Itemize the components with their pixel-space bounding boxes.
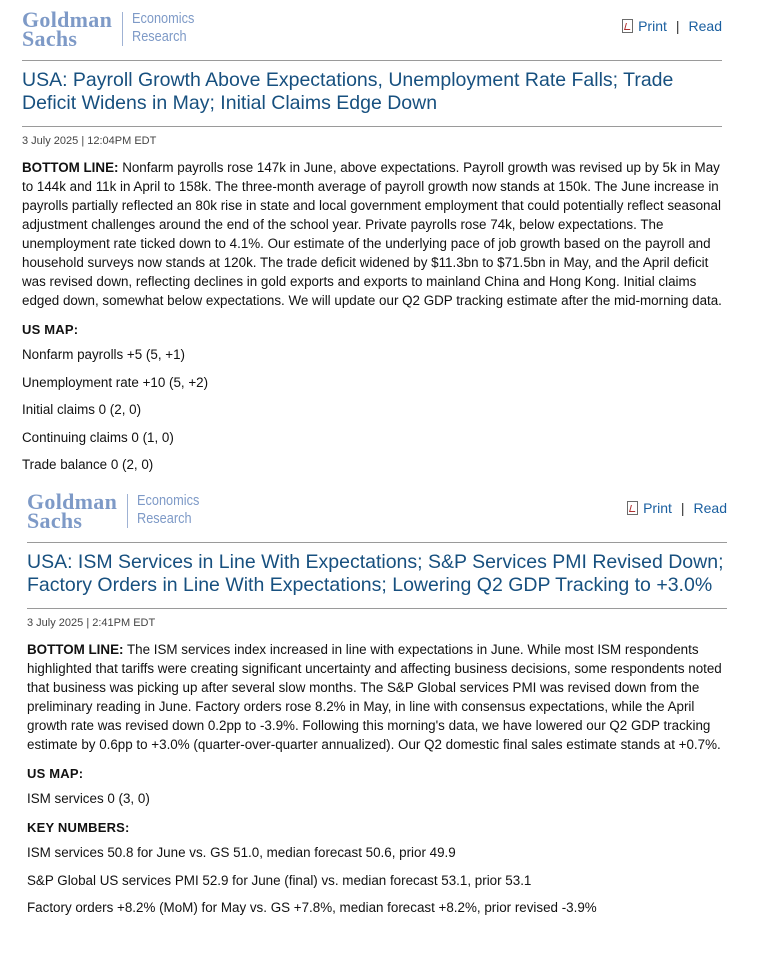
action-separator: | [675,18,680,34]
report-actions [622,18,722,34]
print-link[interactable]: Print [638,18,667,34]
key-number-item: Factory orders +8.2% (MoM) for May vs. GS +7.8%, median forecast +8.2%, prior revised -3.9% [27,900,597,915]
goldman-sachs-logo [22,8,205,51]
bottom-line-label: BOTTOM LINE: [27,642,124,657]
read-link[interactable]: Read [693,500,727,516]
report-2 [27,490,727,926]
report-header [22,8,722,60]
logo-wordmark: Goldman Sachs [27,489,118,533]
pdf-icon[interactable] [622,19,633,33]
us-map-item: Unemployment rate +10 (5, +2) [22,374,209,390]
key-number-item: S&P Global US services PMI 52.9 for June (final) vs. median forecast 53.1, prior 53.1 [27,872,532,888]
logo-wordmark: Goldman Sachs [22,8,113,51]
logo-divider [127,494,128,528]
us-map-heading: US MAP: [27,766,84,781]
pdf-icon[interactable] [627,501,638,515]
report-actions [627,500,727,516]
divider [22,60,722,61]
bottom-line-text: Nonfarm payrolls rose 147k in June, above expectations. Payroll growth was revised up by 5k in May to 144k and 11k in April to 158k. The three-month average of payroll growth now stands at 150k. The June increase in payrolls partially reflected an 80k rise in state and local government employment that could potentially reflect seasonal adjustment challenges around the end of the school year. Private payrolls rose 74k, below expectations. The unemployment rate ticked down to 4.1%. Our estimate of the underlying pace of job growth based on the payroll and household surveys now stands at 120k. The trade deficit widened by $11.3bn to $71.5bn in May, and the April deficit was revised down, reflecting declines in gold exports and exports to mainland China and Hong Kong. Initial claims edged down, somewhat below expectations. We will update our Q2 GDP tracking estimate after the mid-morning data. [22,160,722,308]
action-separator: | [680,500,685,516]
report-title[interactable]: USA: Payroll Growth Above Expectations, Unemployment Rate Falls; Trade Deficit Widens in May; Initial Claims Edge Down [22,69,674,114]
divider [27,608,727,609]
us-map-item: Trade balance 0 (2, 0) [22,457,154,472]
key-number-item: ISM services 50.8 for June vs. GS 51.0, median forecast 50.6, prior 49.9 [27,845,456,860]
logo-economics-research: Economics Research [132,10,195,45]
report-1 [22,8,722,486]
report-date: 3 July 2025 | 12:04PM EDT [22,135,157,147]
report-title[interactable]: USA: ISM Services in Line With Expectations; S&P Services PMI Revised Down; Factory Orders in Line With Expectations; Lowering Q2 GDP Tracking to +3.0% [27,551,724,596]
report-date: 3 July 2025 | 2:41PM EDT [27,617,156,629]
us-map-item: Nonfarm payrolls +5 (5, +1) [22,347,185,362]
us-map-item: ISM services 0 (3, 0) [27,791,150,806]
us-map-heading: US MAP: [22,322,79,337]
logo-economics-research: Economics Research [137,492,200,527]
us-map-item: Continuing claims 0 (1, 0) [22,429,174,445]
report-header [27,490,727,542]
key-numbers-heading: KEY NUMBERS: [27,820,130,835]
goldman-sachs-logo [27,489,210,533]
bottom-line-label: BOTTOM LINE: [22,160,119,175]
bottom-line [22,158,722,310]
us-map-item: Initial claims 0 (2, 0) [22,402,142,417]
divider [22,126,722,127]
print-link[interactable]: Print [643,500,672,516]
logo-divider [122,12,123,46]
bottom-line-text: The ISM services index increased in line with expectations in June. While most ISM respondents highlighted that tariffs were creating significant uncertainty and affecting business decisions, some respondents noted that business was picking up after several slow months. The S&P Global services PMI was revised down from the preliminary reading in June. Factory orders rose 8.2% in May, in line with consensus expectations, while the April growth rate was revised down 0.2pp to -3.9%. Following this morning's data, we have lowered our Q2 GDP tracking estimate by 0.6pp to +3.0% (quarter-over-quarter annualized). Our Q2 domestic final sales estimate stands at +0.7%. [27,642,722,752]
divider [27,542,727,543]
bottom-line [27,640,727,754]
read-link[interactable]: Read [688,18,722,34]
